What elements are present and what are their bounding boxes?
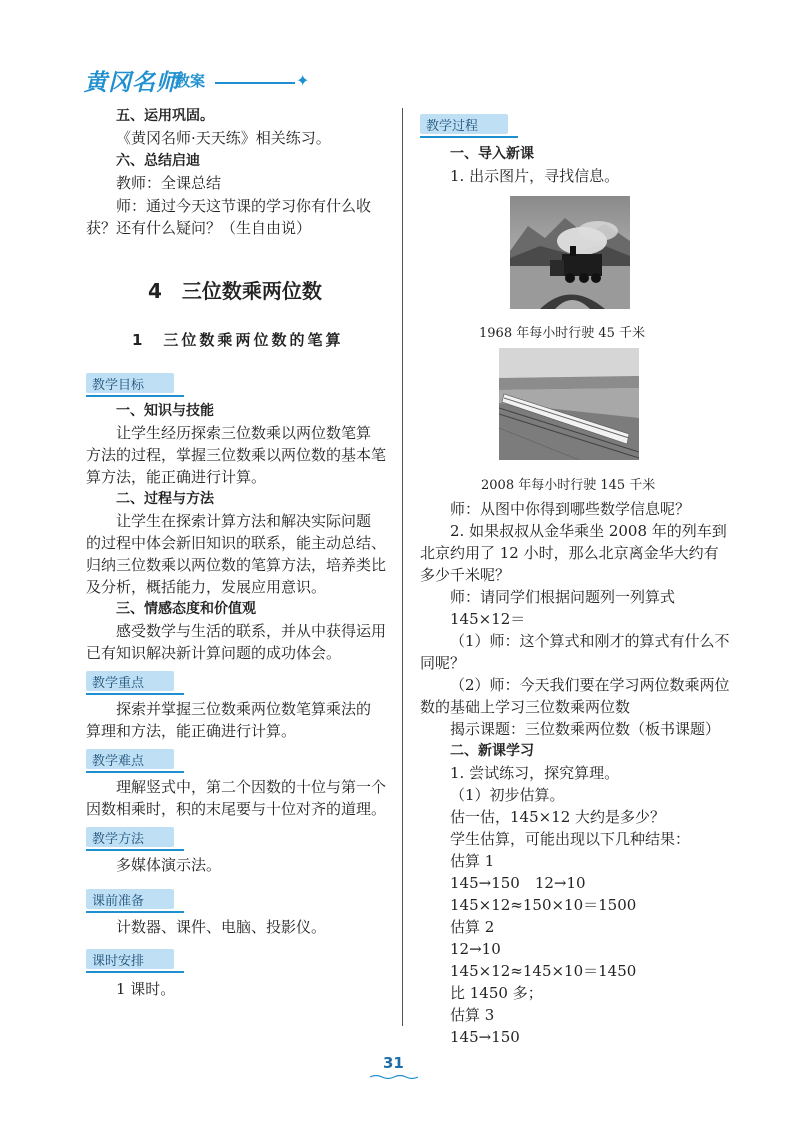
- paragraph-line: 北京约用了 12 小时，那么北京离金华大约有: [420, 544, 719, 562]
- section-heading: 三、情感态度和价值观: [116, 601, 256, 617]
- paragraph-line: 2. 如果叔叔从金华乘坐 2008 年的列车到: [450, 522, 727, 540]
- paragraph-line: （1）师：这个算式和刚才的算式有什么不: [450, 632, 730, 650]
- formula-line: 12→10: [450, 940, 501, 958]
- tag-label: 教学过程: [426, 119, 479, 134]
- paragraph-line: 估算 2: [450, 918, 495, 936]
- paragraph-line: 归纳三位数乘以两位数的笔算方法，培养类比: [86, 556, 387, 574]
- paragraph-line: 1. 尝试练习，探究算理。: [450, 764, 620, 782]
- page-number: 31: [383, 1054, 404, 1072]
- formula-line: 145×12≈145×10＝1450: [450, 962, 637, 980]
- section-heading: 一、导入新课: [450, 146, 534, 162]
- column-divider: [402, 108, 403, 1026]
- tag-label: 课时安排: [92, 954, 145, 969]
- paragraph-line: 的过程中体会新旧知识的联系，能主动总结、: [86, 534, 387, 552]
- paragraph-line: 让学生经历探索三位数乘以两位数笔算: [116, 424, 372, 442]
- header-subtitle: 教案: [175, 72, 206, 90]
- section-heading: 五、运用巩固。: [116, 108, 214, 124]
- paragraph-line: 学生估算，可能出现以下几种结果：: [450, 830, 691, 848]
- photo-caption: 2008 年每小时行驶 145 千米: [481, 478, 656, 493]
- paragraph-line: 估一估，145×12 大约是多少？: [450, 808, 666, 826]
- paragraph-line: 理解竖式中，第二个因数的十位与第一个: [116, 778, 387, 796]
- paragraph-line: 感受数学与生活的联系，并从中获得运用: [116, 622, 387, 640]
- paragraph-line: 估算 1: [450, 852, 495, 870]
- section-heading: 六、总结启迪: [116, 153, 200, 169]
- formula-line: 145×12≈150×10＝1500: [450, 896, 637, 914]
- paragraph-line: 算方法，能正确进行计算。: [86, 468, 267, 486]
- tag-label: 教学难点: [92, 754, 145, 769]
- paragraph-line: 方法的过程，掌握三位数乘以两位数的基本笔: [86, 446, 387, 464]
- paragraph-line: 数的基础上学习三位数乘两位数: [420, 698, 631, 716]
- paragraph-line: 同呢？: [420, 654, 466, 672]
- paragraph-line: 多媒体演示法。: [116, 856, 222, 874]
- tag-label: 教学方法: [92, 832, 145, 847]
- photo-caption: 1968 年每小时行驶 45 千米: [479, 326, 646, 341]
- header-rule: [215, 82, 295, 84]
- lesson-title: 1 三位数乘两位数的笔算: [132, 331, 344, 349]
- paragraph-line: 多少千米呢？: [420, 566, 511, 584]
- paragraph-line: 已有知识解决新计算问题的成功体会。: [86, 644, 342, 662]
- paragraph-line: 揭示课题：三位数乘两位数（板书课题）: [450, 720, 721, 738]
- section-heading: 二、新课学习: [450, 743, 534, 759]
- tag-label: 教学目标: [92, 378, 145, 393]
- paragraph-line: 1 课时。: [116, 980, 176, 998]
- page-number-ornament: [370, 1074, 418, 1080]
- high-speed-train-photo: [499, 348, 639, 460]
- steam-train-photo: [510, 196, 630, 309]
- brand-logo: 黄冈名师: [84, 70, 180, 96]
- paragraph-line: 算理和方法，能正确进行计算。: [86, 722, 297, 740]
- paragraph-line: 让学生在探索计算方法和解决实际问题: [116, 512, 372, 530]
- paragraph-line: 获？还有什么疑问？（生自由说）: [86, 219, 312, 237]
- paragraph-line: 估算 3: [450, 1006, 495, 1024]
- section-heading: 二、过程与方法: [116, 491, 214, 507]
- paragraph-line: 因数相乘时，积的末尾要与十位对齐的道理。: [86, 800, 387, 818]
- tag-label: 教学重点: [92, 676, 145, 691]
- paragraph-line: 《黄冈名师·天天练》相关练习。: [116, 129, 331, 147]
- formula-line: 145→150: [450, 1028, 520, 1046]
- paragraph-line: 比 1450 多；: [450, 984, 543, 1002]
- section-heading: 一、知识与技能: [116, 403, 214, 419]
- paragraph-line: （1）初步估算。: [450, 786, 565, 804]
- paragraph-line: 探索并掌握三位数乘两位数笔算乘法的: [116, 700, 372, 718]
- formula-line: 145×12＝: [450, 610, 526, 628]
- paragraph-line: （2）师：今天我们要在学习两位数乘两位: [450, 676, 730, 694]
- paragraph-line: 师：请同学们根据问题列一列算式: [450, 588, 676, 606]
- paragraph-line: 师：通过今天这节课的学习你有什么收: [116, 197, 372, 215]
- sparkle-icon: ✦: [296, 71, 310, 90]
- paragraph-line: 师：从图中你得到哪些数学信息呢？: [450, 500, 691, 518]
- tag-label: 课前准备: [92, 894, 145, 909]
- paragraph-line: 教师：全课总结: [116, 174, 222, 192]
- paragraph-line: 及分析，概括能力，发展应用意识。: [86, 578, 327, 596]
- paragraph-line: 1. 出示图片，寻找信息。: [450, 167, 620, 185]
- chapter-title: 4 三位数乘两位数: [148, 279, 322, 303]
- formula-line: 145→150 12→10: [450, 874, 586, 892]
- paragraph-line: 计数器、课件、电脑、投影仪。: [116, 918, 327, 936]
